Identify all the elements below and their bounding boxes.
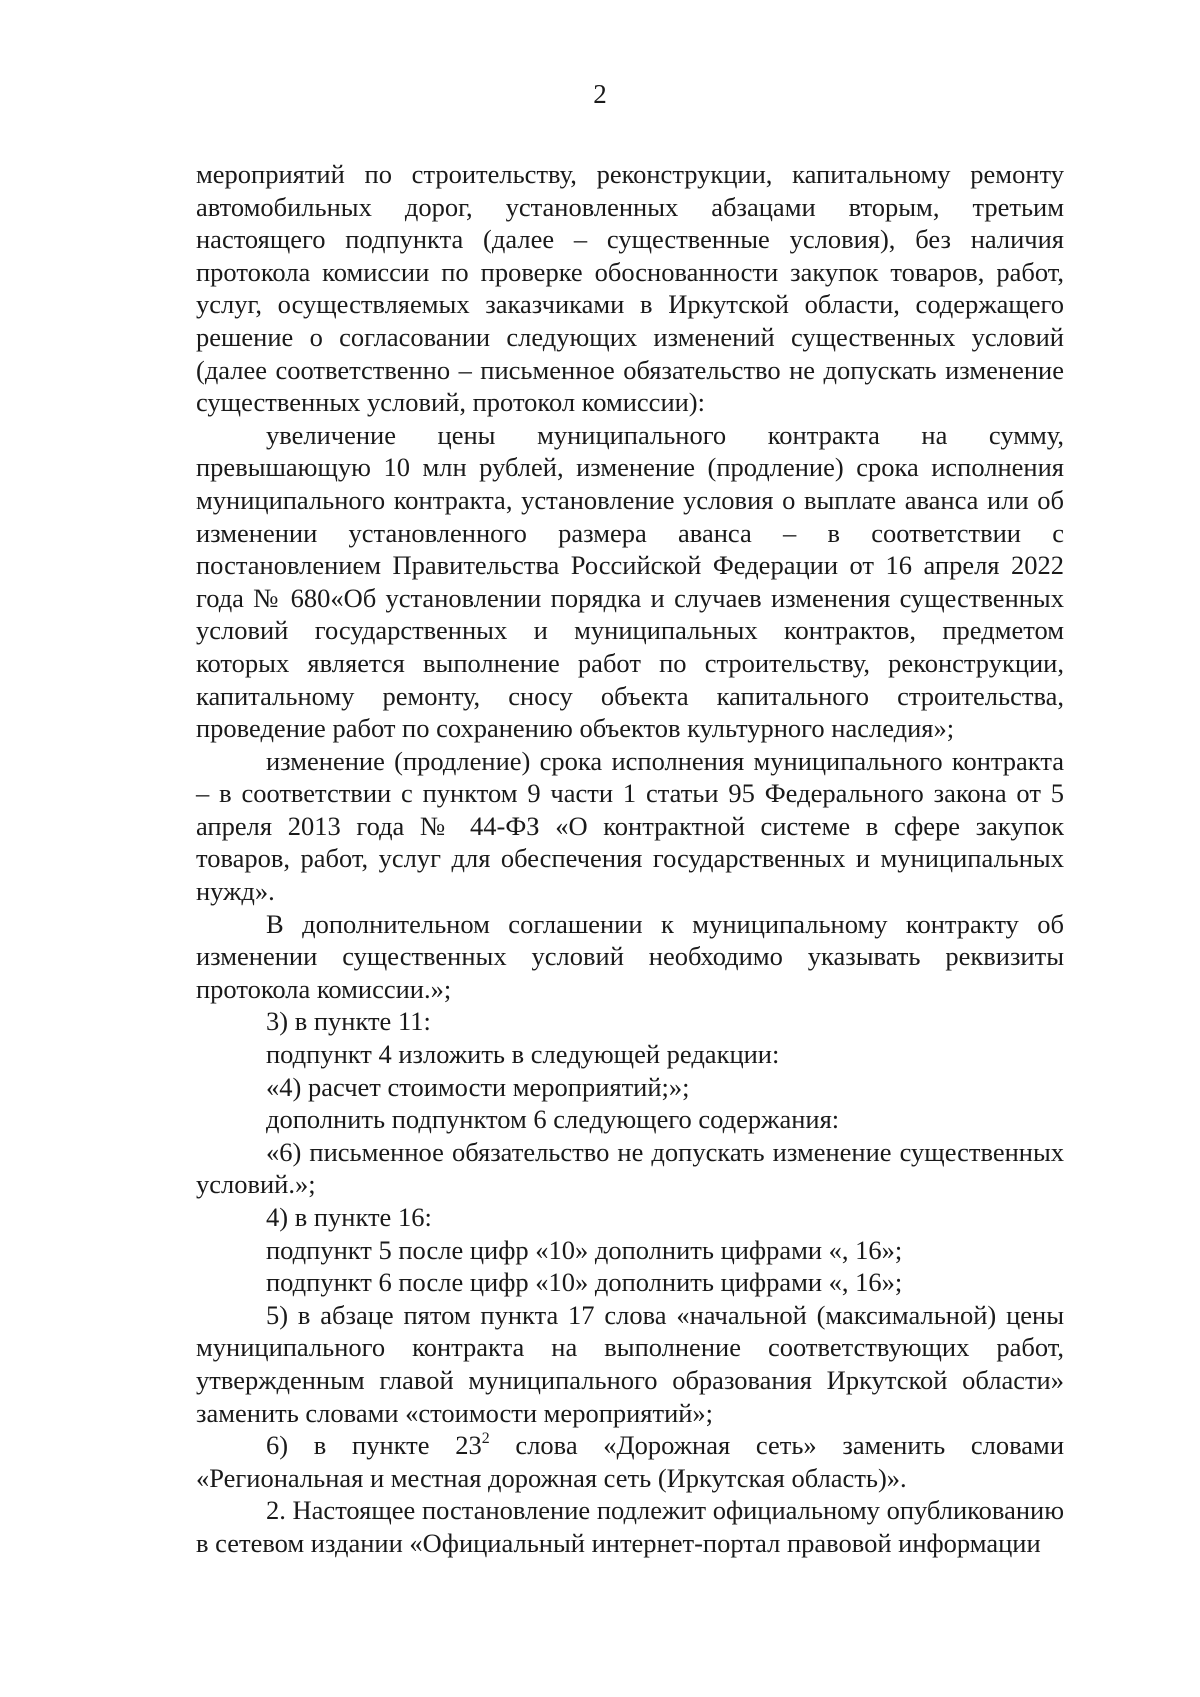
page-number: 2 [593,79,607,109]
paragraph-2: увеличение цены муниципального контракта на сумму, превышающую 10 млн рублей, изменение (продление) срока исполнения муниципального контракта, установление условия о выплате аванса или об изменении установленного размера аванса – в соответствии с постановлением Правительства Российской Федерации от 16 апреля 2022 года № 680«Об установлении порядка и случаев изменения существенных условий государственных и муниципальных контрактов, предметом которых является выполнение работ по строительству, реконструкции, капитальному ремонту, сносу объекта капитального строительства, проведение работ по сохранению объектов культурного наследия»; [196,419,1064,744]
paragraph-1: мероприятий по строительству, реконструкции, капитальному ремонту автомобильных дорог, установленных абзацами вторым, третьим настоящего подпункта (далее – существенные условия), без наличия протокола комиссии по проверке обоснованности закупок товаров, работ, услуг, осуществляемых заказчиками в Иркутской области, содержащего решение о согласовании следующих изменений существенных условий (далее соответственно – письменное обязательство не допускать изменение существенных условий, протокол комиссии): [196,159,1064,418]
paragraph-15: 2. Настоящее постановление подлежит официальному опубликованию в сетевом издании «Официальный интернет-портал правовой информации [196,1495,1064,1558]
paragraph-11: подпункт 5 после цифр «10» дополнить цифрами «, 16»; [266,1234,903,1265]
paragraph-14 [196,1429,1064,1494]
paragraph-7: «4) расчет стоимости мероприятий;»; [266,1071,690,1102]
document-body [196,158,1064,1560]
paragraph-3: изменение (продление) срока исполнения муниципального контракта – в соответствии с пунктом 9 части 1 статьи 95 Федерального закона от 5 апреля 2013 года № 44-ФЗ «О контрактной системе в сфере закупок товаров, работ, услуг для обеспечения государственных и муниципальных нужд». [196,745,1064,907]
paragraph-10: 4) в пункте 16: [266,1202,432,1232]
paragraph-12: подпункт 6 после цифр «10» дополнить цифрами «, 16»; [266,1267,903,1298]
paragraph-8: дополнить подпунктом 6 следующего содержания: [266,1104,840,1135]
paragraph-5: 3) в пункте 11: [266,1006,431,1037]
paragraph-13: 5) в абзаце пятом пункта 17 слова «начальной (максимальной) цены муниципального контракта на выполнение соответствующих работ, утвержденным главой муниципального образования Иркутской области» заменить словами «стоимости мероприятий»; [196,1299,1064,1428]
paragraph-4: В дополнительном соглашении к муниципальному контракту об изменении существенных условий необходимо указывать реквизиты протокола комиссии.»; [196,908,1064,1004]
superscript-2: 2 [481,1430,490,1448]
paragraph-6: подпункт 4 изложить в следующей редакции: [266,1039,780,1070]
paragraph-14-before: 6) в пункте 23 [266,1430,482,1461]
paragraph-14-after: слова «Дорожная сеть» заменить словами «Региональная и местная дорожная сеть (Иркутская область)». [196,1430,1065,1493]
paragraph-9: «6) письменное обязательство не допускать изменение существенных условий.»; [196,1136,1064,1200]
